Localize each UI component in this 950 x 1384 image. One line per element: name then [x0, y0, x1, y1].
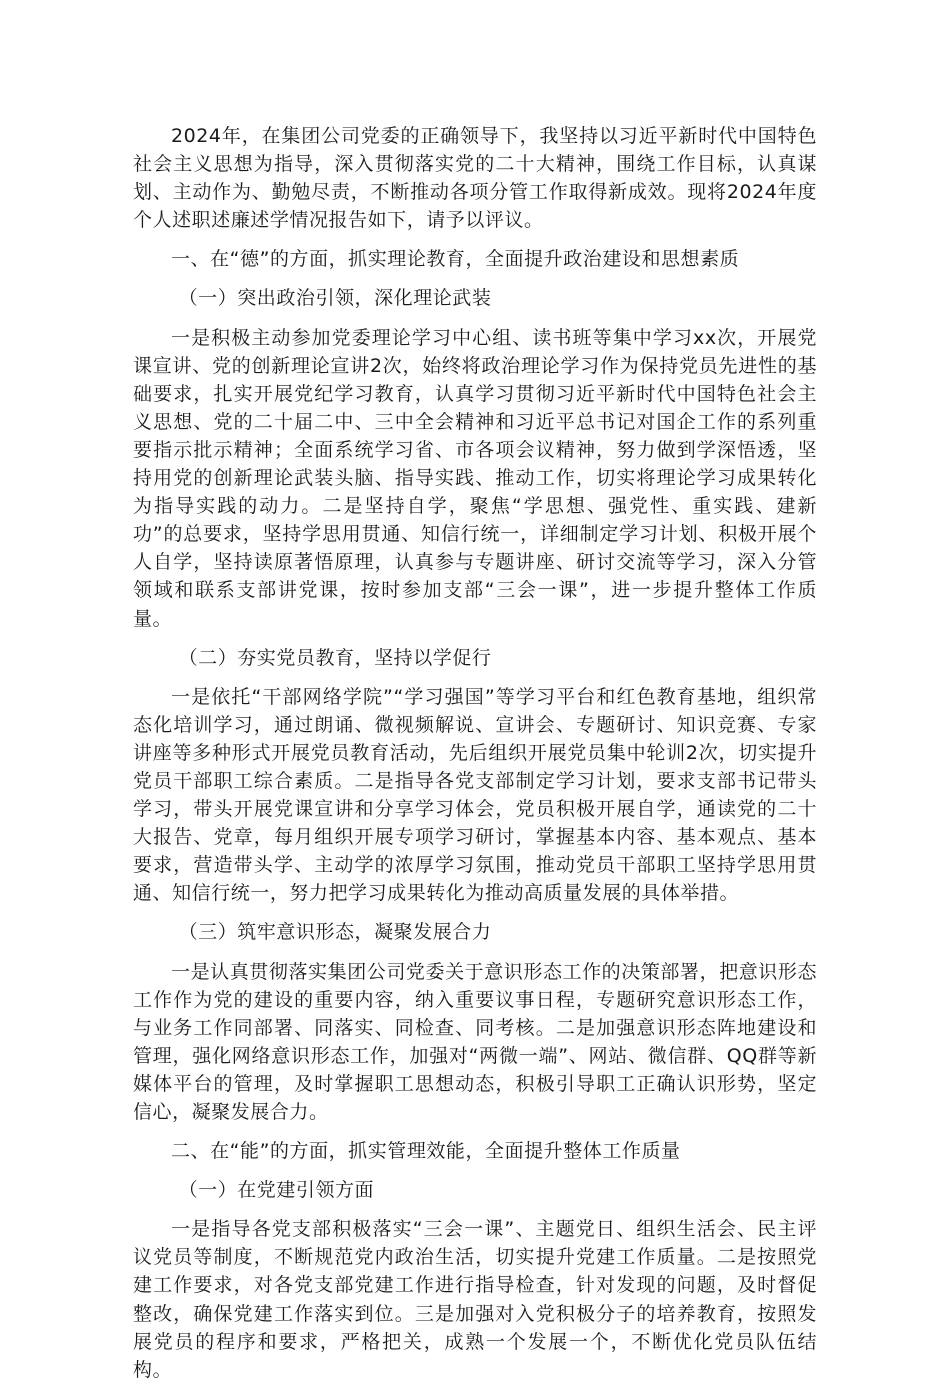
- subsection-heading-party-building: （一）在党建引领方面: [178, 1179, 375, 1202]
- body-paragraph: 一是依托“干部网络学院”“学习强国”等学习平台和红色教育基地，组织常态化培训学习，通过朗诵、微视频解说、宣讲会、专题研讨、知识竞赛、专家讲座等多种形式开展党员教育活动，先后组织开展党员集中轮训2次，切实提升党员干部职工综合素质。二是指导各党支部制定学习计划，要求支部书记带头学习，带头开展党课宣讲和分享学习体会，党员积极开展自学，通读党的二十大报告、党章，每月组织开展专项学习研讨，掌握基本内容、基本观点、基本要求，营造带头学、主动学的浓厚学习氛围，推动党员干部职工坚持学思用贯通、知信行统一，努力把学习成果转化为推动高质量发展的具体举措。: [133, 685, 817, 905]
- subsection-heading-ideology: （三）筑牢意识形态，凝聚发展合力: [178, 921, 492, 944]
- intro-paragraph: 2024年，在集团公司党委的正确领导下，我坚持以习近平新时代中国特色社会主义思想为指导，深入贯彻落实党的二十大精神，围绕工作目标，认真谋划、主动作为、勤勉尽责，不断推动各项分管工作取得新成效。现将2024年度个人述职述廉述学情况报告如下，请予以评议。: [133, 125, 817, 232]
- body-paragraph: 一是认真贯彻落实集团公司党委关于意识形态工作的决策部署，把意识形态工作作为党的建设的重要内容，纳入重要议事日程，专题研究意识形态工作，与业务工作同部署、同落实、同检查、同考核。二是加强意识形态阵地建设和管理，强化网络意识形态工作，加强对“两微一端”、网站、微信群、QQ群等新媒体平台的管理，及时掌握职工思想动态，积极引导职工正确认识形势，坚定信心，凝聚发展合力。: [133, 960, 817, 1123]
- section-heading-de: 一、在“德”的方面，抓实理论教育，全面提升政治建设和思想素质: [171, 248, 740, 271]
- body-paragraph: 一是指导各党支部积极落实“三会一课”、主题党日、组织生活会、民主评议党员等制度，不断规范党内政治生活，切实提升党建工作质量。二是按照党建工作要求，对各党支部党建工作进行指导检查，针对发现的问题，及时督促整改，确保党建工作落实到位。三是加强对入党积极分子的培养教育，按照发展党员的程序和要求，严格把关，成熟一个发展一个，不断优化党员队伍结构。: [133, 1218, 817, 1381]
- subsection-heading-political-guidance: （一）突出政治引领，深化理论武装: [178, 287, 492, 310]
- body-paragraph: 一是积极主动参加党委理论学习中心组、读书班等集中学习xx次，开展党课宣讲、党的创新理论宣讲2次，始终将政治理论学习作为保持党员先进性的基础要求，扎实开展党纪学习教育，认真学习贯彻习近平新时代中国特色社会主义思想、党的二十届二中、三中全会精神和习近平总书记对国企工作的系列重要指示批示精神；全面系统学习省、市各项会议精神，努力做到学深悟透，坚持用党的创新理论武装头脑、指导实践、推动工作，切实将理论学习成果转化为指导实践的动力。二是坚持自学，聚焦“学思想、强党性、重实践、建新功”的总要求，坚持学思用贯通、知信行统一，详细制定学习计划、积极开展个人自学，坚持读原著悟原理，认真参与专题讲座、研讨交流等学习，深入分管领域和联系支部讲党课，按时参加支部“三会一课”，进一步提升整体工作质量。: [133, 326, 817, 630]
- subsection-heading-party-member-education: （二）夯实党员教育，坚持以学促行: [178, 646, 492, 669]
- section-heading-neng: 二、在“能”的方面，抓实管理效能，全面提升整体工作质量: [171, 1140, 681, 1163]
